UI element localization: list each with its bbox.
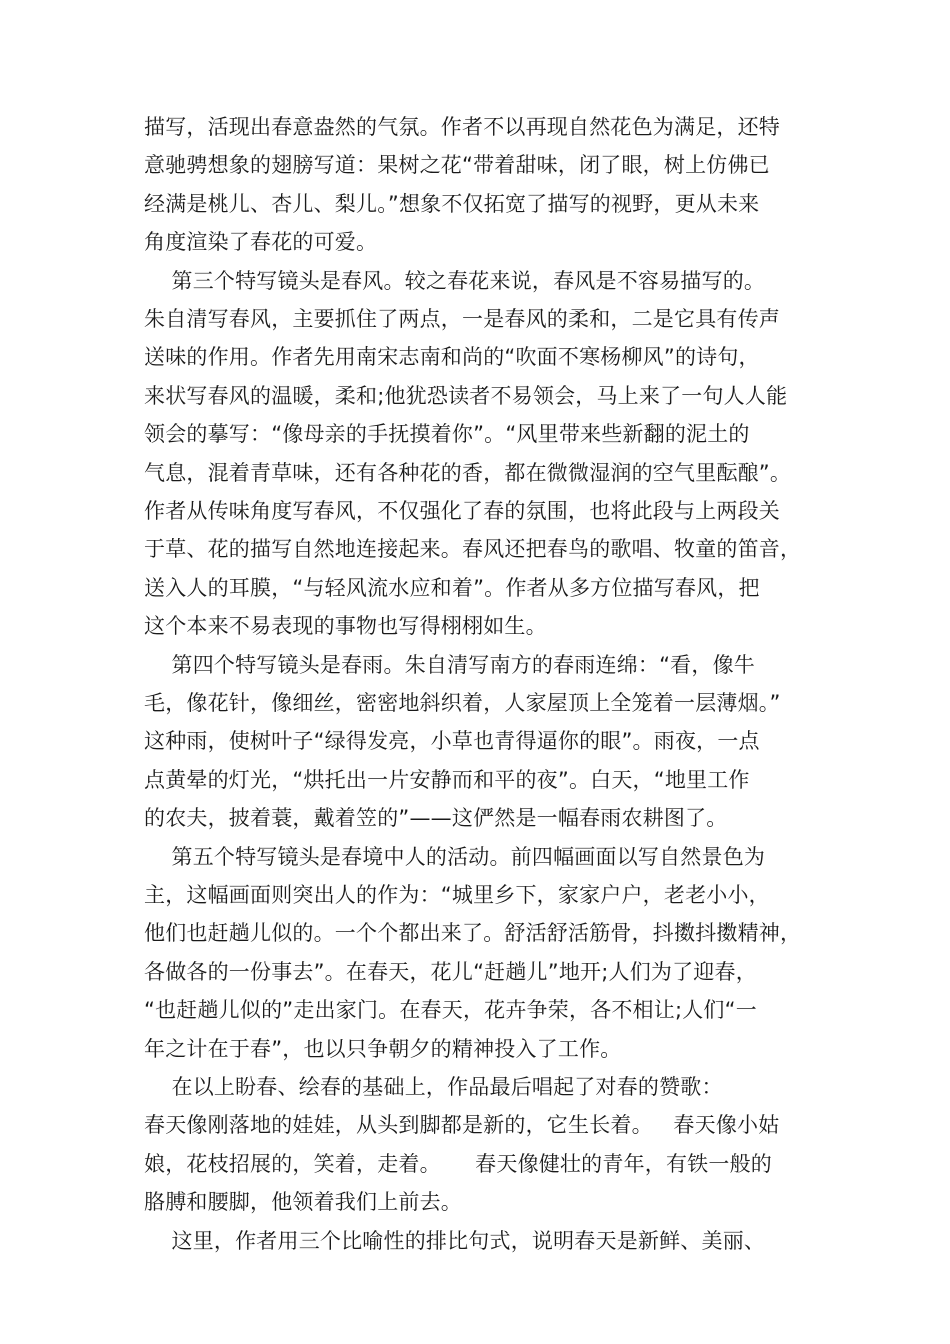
text-line: 送入人的耳膜，“与轻风流水应和着”。作者从多方位描写春风，把 — [144, 576, 760, 600]
text-line: 意驰骋想象的翅膀写道：果树之花“带着甜味，闭了眼，树上仿佛已 — [144, 153, 770, 177]
text-line: 描写，活现出春意盎然的气氛。作者不以再现自然花色为满足，还特 — [144, 115, 780, 139]
text-line: 于草、花的描写自然地连接起来。春风还把春鸟的歌唱、牧童的笛音， — [144, 537, 802, 561]
text-line: 第四个特写镜头是春雨。朱自清写南方的春雨连绵：“看，像牛 — [144, 653, 755, 677]
text-line: 这种雨，使树叶子“绿得发亮，小草也青得逼你的眼”。雨夜，一点 — [144, 729, 760, 753]
text-line: 作者从传味角度写春风，不仅强化了春的氛围，也将此段与上两段关 — [144, 499, 780, 523]
text-line: 送味的作用。作者先用南宋志南和尚的“吹面不寒杨柳风”的诗句， — [144, 345, 760, 369]
text-line: 胳膊和腰脚，他领着我们上前去。 — [144, 1190, 462, 1214]
text-line: 年之计在于春”，也以只争朝夕的精神投入了工作。 — [144, 1037, 622, 1061]
text-line: 角度渲染了春花的可爱。 — [144, 230, 378, 254]
text-line: 气息，混着青草味，还有各种花的香，都在微微湿润的空气里酝酿”。 — [144, 461, 792, 485]
text-line: 这个本来不易表现的事物也写得栩栩如生。 — [144, 614, 547, 638]
text-line: 他们也赶趟儿似的。一个个都出来了。舒活舒活筋骨，抖擞抖擞精神， — [144, 921, 802, 945]
text-line: 朱自清写春风，主要抓住了两点，一是春风的柔和，二是它具有传声 — [144, 307, 780, 331]
text-line: 第三个特写镜头是春风。较之春花来说，春风是不容易描写的。 — [144, 269, 766, 293]
text-line: 春天像刚落地的娃娃，从头到脚都是新的，它生长着。 春天像小姑 — [144, 1113, 780, 1137]
text-line: 这里，作者用三个比喻性的排比句式，说明春天是新鲜、美丽、 — [144, 1229, 766, 1253]
text-line: 来状写春风的温暖，柔和;他犹恐读者不易领会，马上来了一句人人能 — [144, 384, 788, 408]
text-line: 娘，花枝招展的，笑着，走着。 春天像健壮的青年，有铁一般的 — [144, 1152, 772, 1176]
text-line: 主，这幅画面则突出人的作为：“城里乡下，家家户户，老老小小， — [144, 883, 770, 907]
text-line: 各做各的一份事去”。在春天，花儿“赶趟儿”地开;人们为了迎春， — [144, 960, 757, 984]
text-line: “也赶趟儿似的”走出家门。在春天，花卉争荣，各不相让;人们“一 — [144, 998, 757, 1022]
text-line: 的农夫，披着蓑，戴着笠的”——这俨然是一幅春雨农耕图了。 — [144, 806, 728, 830]
text-line: 经满是桃儿、杏儿、梨儿。”想象不仅拓宽了描写的视野，更从未来 — [144, 192, 760, 216]
text-line: 第五个特写镜头是春境中人的活动。前四幅画面以写自然景色为 — [144, 845, 766, 869]
text-line: 点黄晕的灯光，“烘托出一片安静而和平的夜”。白天，“地里工作 — [144, 768, 750, 792]
text-line: 毛，像花针，像细丝，密密地斜织着，人家屋顶上全笼着一层薄烟。” — [144, 691, 781, 715]
text-line: 在以上盼春、绘春的基础上，作品最后唱起了对春的赞歌： — [144, 1075, 723, 1099]
text-line: 领会的摹写：“像母亲的手抚摸着你”。“风里带来些新翻的泥土的 — [144, 422, 750, 446]
